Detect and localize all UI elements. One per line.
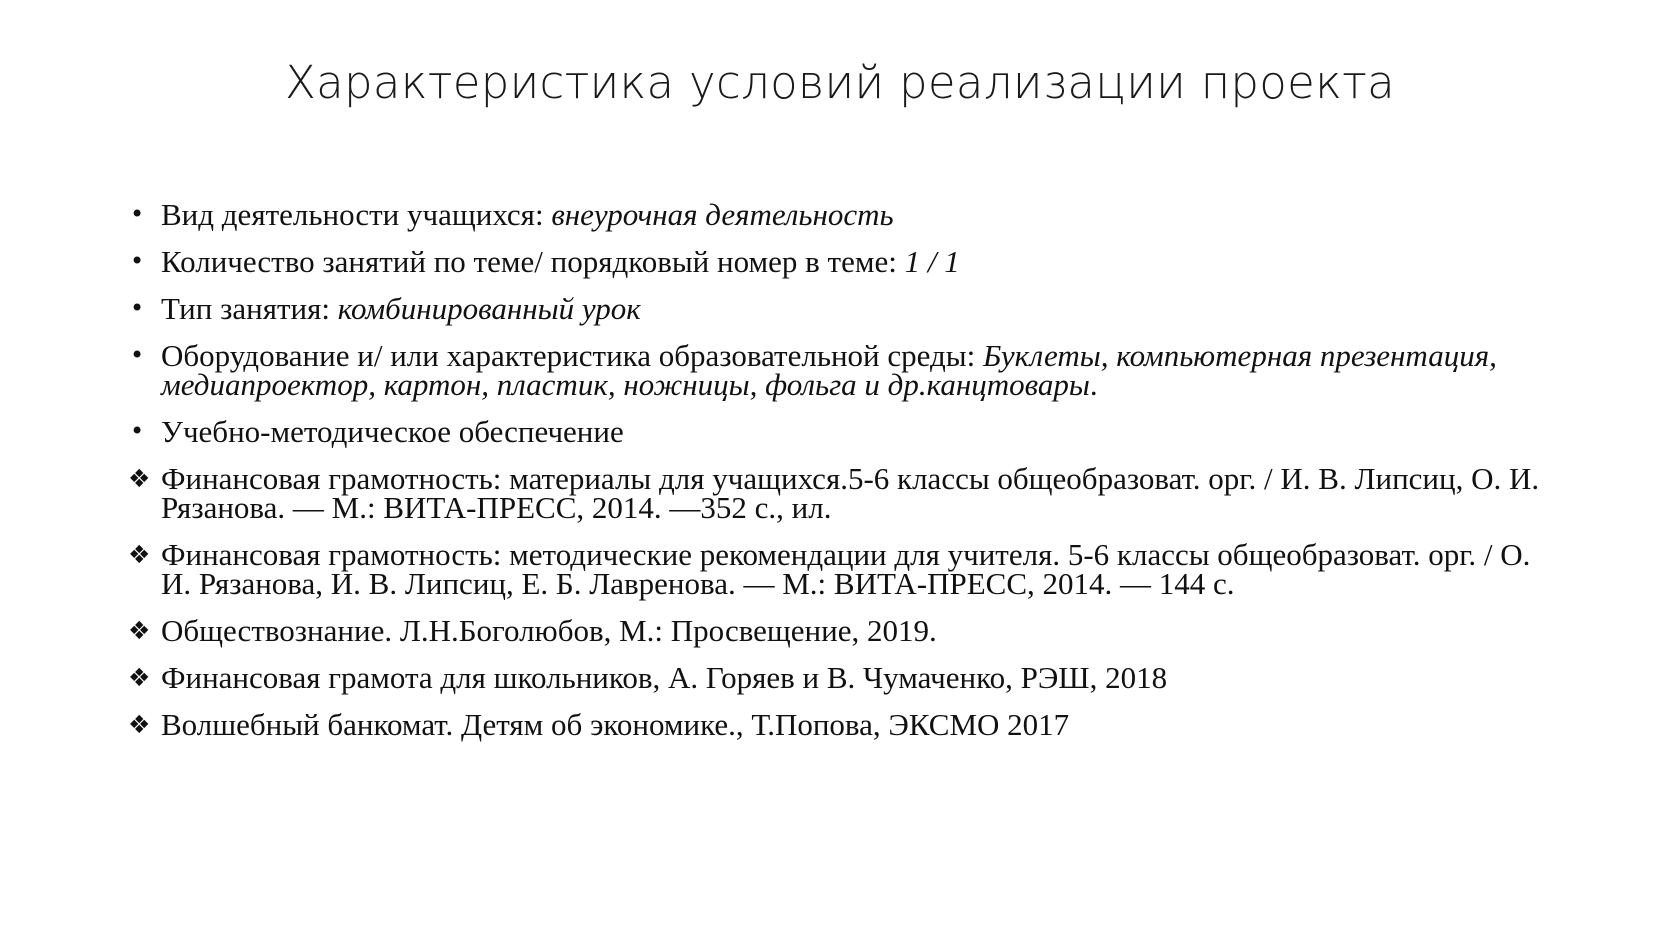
bullet-item <box>128 338 1548 402</box>
reference-item <box>128 461 1548 525</box>
reference-text: Волшебный банкомат. Детям об экономике., Т.Попова, ЭКСМО 2017 <box>161 707 1070 742</box>
bullet-dot-icon: • <box>130 294 145 322</box>
bullet-value: комбинированный урок <box>337 291 641 326</box>
slide-content <box>128 197 1548 757</box>
bullet-label: Количество занятий по теме/ порядковый номер в теме: <box>161 244 905 279</box>
diamond-bullet-icon: ❖ <box>128 663 151 692</box>
bullet-dot-icon: • <box>130 200 145 228</box>
bullet-value: 1 / 1 <box>904 244 960 279</box>
bullet-label: Тип занятия: <box>161 291 338 326</box>
bullet-item <box>128 291 1548 326</box>
bullet-item <box>128 414 1548 449</box>
bullet-value: внеурочная деятельность <box>551 197 894 232</box>
bullet-label: Вид деятельности учащихся: <box>161 197 552 232</box>
reference-item <box>128 613 1548 648</box>
reference-text: Финансовая грамотность: материалы для учащихся.5-6 классы общеобразоват. орг. / И. В. Липсиц, О. И. Рязанова. — М.: ВИТА-ПРЕСС, 2014. —352 с., ил. <box>161 461 1540 525</box>
reference-text: Финансовая грамота для школьников, А. Горяев и В. Чумаченко, РЭШ, 2018 <box>161 660 1168 695</box>
reference-text: Обществознание. Л.Н.Боголюбов, М.: Просвещение, 2019. <box>161 613 937 648</box>
bullet-dot-icon: • <box>130 247 145 275</box>
bullet-item <box>128 197 1548 232</box>
diamond-bullet-icon: ❖ <box>128 464 151 493</box>
bullet-dot-icon: • <box>130 341 145 369</box>
bullet-suffix: . <box>1089 367 1098 402</box>
bullet-item <box>128 244 1548 279</box>
bullet-label: Учебно-методическое обеспечение <box>161 414 624 449</box>
bullet-value: Буклеты, компьютерная презентация, медиапроектор, картон, пластик, ножницы, фольга и др.канцтовары <box>161 338 1497 402</box>
bullet-dot-icon: • <box>130 417 145 445</box>
diamond-bullet-icon: ❖ <box>128 710 151 739</box>
slide-title: Характеристика условий реализации проекта <box>285 56 1395 109</box>
diamond-bullet-icon: ❖ <box>128 540 151 569</box>
reference-item <box>128 707 1548 742</box>
bullet-label: Оборудование и/ или характеристика образовательной среды: <box>161 338 983 373</box>
reference-text: Финансовая грамотность: методические рекомендации для учителя. 5-6 классы общеобразоват. орг. / О. И. Рязанова, И. В. Липсиц, Е. Б. Лавренова. — М.: ВИТА-ПРЕСС, 2014. — 144 с. <box>161 537 1531 601</box>
reference-item <box>128 537 1548 601</box>
diamond-bullet-icon: ❖ <box>128 616 151 645</box>
reference-item <box>128 660 1548 695</box>
